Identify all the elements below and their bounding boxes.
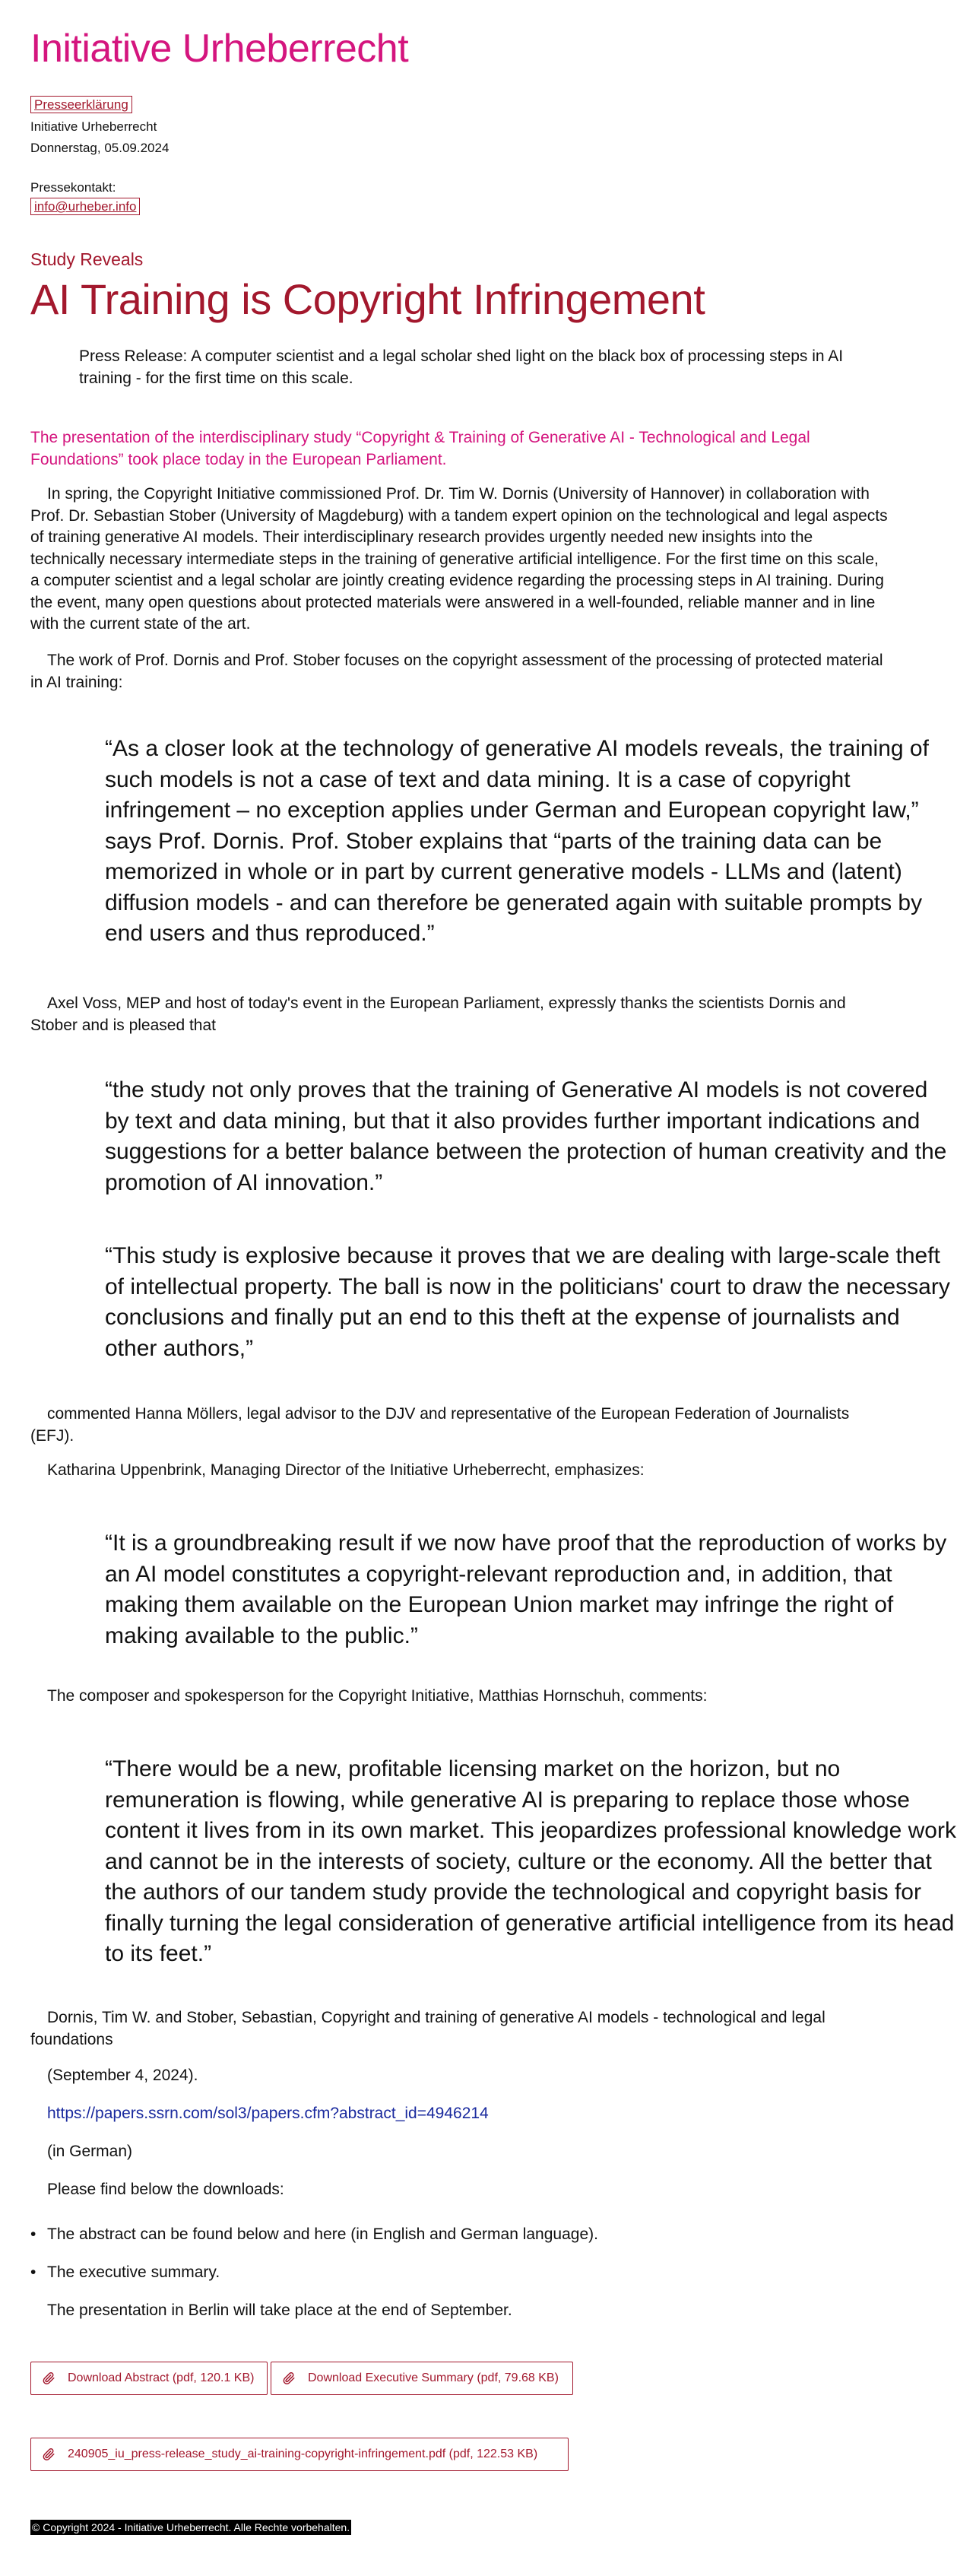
article-kicker: Study Reveals [30,249,144,269]
paragraph-moellers: commented Hanna Möllers, legal advisor to the DJV and representative of the European Federation of Journalists (EFJ). [30,1405,850,1445]
download-bullet-list [30,2224,598,2300]
contact-email-wrap [30,198,140,215]
publish-date: Donnerstag, 05.09.2024 [30,141,170,155]
contact-label: Pressekontakt: [30,180,116,195]
citation-link-wrap [47,2103,489,2125]
paperclip-icon [282,2371,296,2385]
download-summary-label: Download Executive Summary (pdf, 79.68 KB) [308,2371,559,2385]
berlin-note: The presentation in Berlin will take place at the end of September. [47,2302,512,2319]
download-abstract-label: Download Abstract (pdf, 120.1 KB) [68,2371,255,2385]
quote-voss: “the study not only proves that the training of Generative AI models is not covered by text and data mining, but that it also provides further important indications and suggestions for a better balance between the protection of human creativity and the promotion of AI innovation.” [105,1077,947,1195]
downloads-intro: Please find below the downloads: [47,2181,284,2198]
bullet-abstract: The abstract can be found below and here (in English and German language). [47,2225,598,2243]
list-item [30,2224,598,2262]
paragraph-commission: In spring, the Copyright Initiative commissioned Prof. Dr. Tim W. Dornis (University of Hannover) in collaboration with Prof. Dr. Sebastian Stober (University of Magdeburg) with a tandem expert opinion on the technological and legal aspects of training generative AI models. Their interdisciplinary research provides urgently needed new insights into the technically necessary intermediate steps in the training of generative artificial intelligence. For the first time on this scale, a computer scientist and a legal scholar are jointly creating evidence regarding the processing steps in AI training. During the event, many open questions about protected materials were answered in a well-founded, reliable manner and in line with the current state of the art. [30,485,888,633]
bullet-summary: The executive summary. [47,2264,220,2281]
quote-uppenbrink: “It is a groundbreaking result if we now have proof that the reproduction of works by an AI model constitutes a copyright-relevant reproduction and, in addition, that making them available on the European Union market may infringe the right of making available to the public.” [105,1531,947,1648]
paperclip-icon [42,2371,55,2385]
quote-hornschuh: “There would be a new, profitable licensing market on the horizon, but no remuneration is flowing, while generative AI is preparing to replace those whose content it lives from in its own market. This jeopardizes professional knowledge work and cannot be in the interests of society, culture or the economy. All the better that the authors of our tandem study provide the technological and copyright basis for finally turning the legal consideration of generative artificial intelligence from its head to its feet.” [105,1756,956,1966]
article-headline: AI Training is Copyright Infringement [30,275,705,323]
press-release-tag[interactable]: Presseerklärung [30,96,132,113]
list-item [30,2262,598,2300]
download-press-release-label: 240905_iu_press-release_study_ai-training-copyright-infringement.pdf (pdf, 122.53 KB) [68,2448,538,2461]
paperclip-icon [42,2448,55,2461]
paragraph-focus: The work of Prof. Dornis and Prof. Stober focuses on the copyright assessment of the processing of protected material in AI training: [30,652,883,691]
footer-copyright: © Copyright 2024 - Initiative Urheberrecht. Alle Rechte vorbehalten. [32,2521,350,2533]
citation-date: (September 4, 2024). [47,2067,198,2084]
ssrn-link[interactable]: https://papers.ssrn.com/sol3/papers.cfm?abstract_id=4946214 [47,2105,489,2122]
paragraph-voss: Axel Voss, MEP and host of today's event in the European Parliament, expressly thanks the scientists Dornis and Stober and is pleased that [30,995,846,1034]
download-summary-button[interactable] [271,2362,573,2395]
paragraph-hornschuh: The composer and spokesperson for the Copyright Initiative, Matthias Hornschuh, comments: [47,1687,708,1705]
press-release-tag-wrap [30,96,132,113]
contact-email-link[interactable]: info@urheber.info [30,198,140,215]
quote-dornis-stober: “As a closer look at the technology of generative AI models reveals, the training of such models is not a case of text and data mining. It is a case of copyright infringement – no exception applies under German and European copyright law,” says Prof. Dornis. Prof. Stober explains that “parts of the training data can be memorized in whole or in part by current generative models - LLMs and (latent) diffusion models - and can therefore be generated again with suitable prompts by end users and thus reproduced.” [105,736,929,946]
citation-language: (in German) [47,2143,133,2160]
paragraph-uppenbrink: Katharina Uppenbrink, Managing Director of the Initiative Urheberrecht, emphasizes: [47,1461,645,1479]
article-lead: Press Release: A computer scientist and a legal scholar shed light on the black box of processing steps in AI training - for the first time on this scale. [79,347,844,387]
citation: Dornis, Tim W. and Stober, Sebastian, Copyright and training of generative AI models - technological and legal foundations [30,2009,825,2048]
org-name: Initiative Urheberrecht [30,119,157,134]
download-press-release-button[interactable] [30,2438,569,2471]
site-title[interactable]: Initiative Urheberrecht [30,27,409,71]
article-intro: The presentation of the interdisciplinary study “Copyright & Training of Generative AI - Technological and Legal Foundations” took place today in the European Parliament. [30,429,810,468]
quote-moellers: “This study is explosive because it proves that we are dealing with large-scale theft of intellectual property. The ball is now in the politicians' court to draw the necessary conclusions and finally put an end to this theft at the expense of journalists and other authors,” [105,1243,950,1361]
download-abstract-button[interactable] [30,2362,268,2395]
